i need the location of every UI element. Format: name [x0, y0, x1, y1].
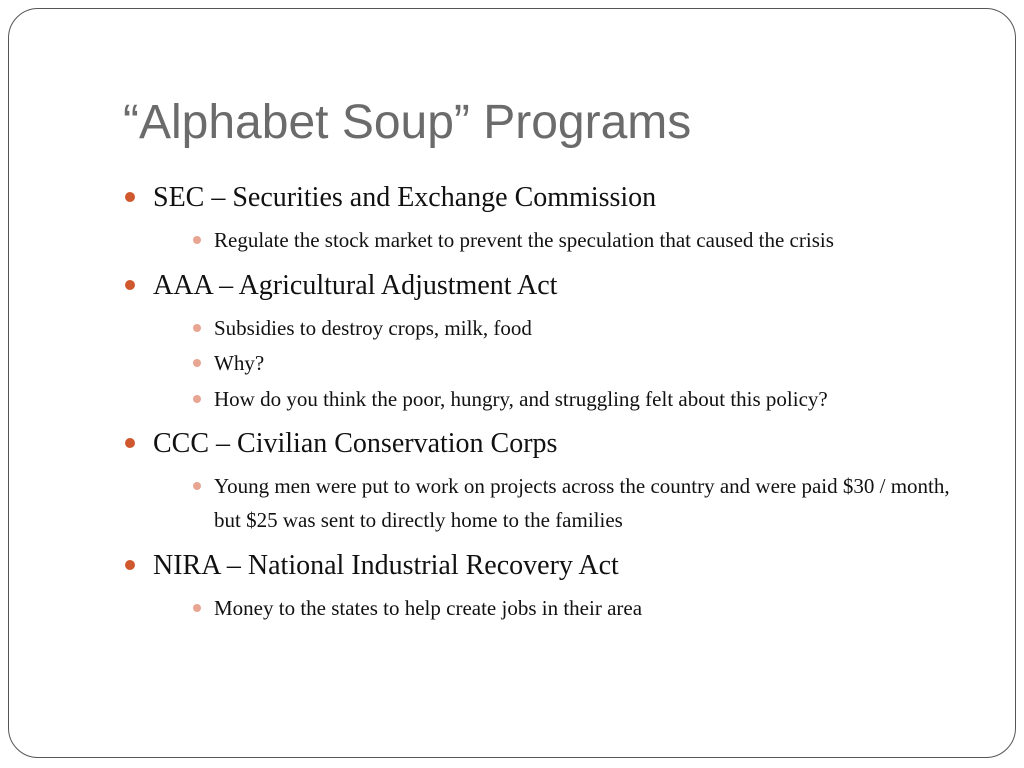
- sub-bullet-text: Money to the states to help create jobs in their area: [214, 595, 643, 620]
- slide-frame: [8, 8, 1016, 758]
- bullet-dot-icon: [125, 280, 135, 290]
- slide-title: “Alphabet Soup” Programs: [123, 96, 692, 149]
- sub-bullet-dot-icon: [193, 324, 201, 332]
- sub-bullet: [123, 592, 959, 626]
- sub-bullet-dot-icon: [193, 604, 201, 612]
- sub-bullet-text: Subsidies to destroy crops, milk, food: [214, 315, 532, 340]
- sub-bullet: [123, 383, 1014, 417]
- sub-bullet-text: Young men were put to work on projects across the country and were paid $30 / month, but $25 was sent to directly home to the families: [214, 474, 950, 532]
- bullet-text: NIRA – National Industrial Recovery Act: [153, 549, 619, 581]
- sub-bullet: [123, 312, 959, 346]
- bullet-text: SEC – Securities and Exchange Commission: [153, 182, 657, 213]
- bullet-nira: [123, 548, 983, 583]
- sub-bullet-dot-icon: [193, 359, 201, 367]
- sub-bullet-dot-icon: [193, 236, 201, 244]
- sub-bullet-text: Regulate the stock market to prevent the speculation that caused the crisis: [214, 228, 834, 252]
- bullet-ccc: [123, 426, 983, 461]
- bullet-aaa: [123, 268, 983, 303]
- sub-bullet-dot-icon: [193, 482, 201, 490]
- bullet-dot-icon: [125, 560, 135, 570]
- slide-content: [123, 180, 983, 635]
- bullet-sec: [123, 180, 983, 215]
- bullet-dot-icon: [125, 192, 135, 202]
- sub-bullet-text: How do you think the poor, hungry, and struggling felt about this policy?: [214, 386, 828, 411]
- sub-bullet: [123, 470, 959, 537]
- sub-bullet-text: Why?: [214, 351, 265, 376]
- bullet-dot-icon: [125, 438, 135, 448]
- sub-bullet-dot-icon: [193, 395, 201, 403]
- bullet-text: AAA – Agricultural Adjustment Act: [153, 269, 558, 301]
- sub-bullet: [123, 224, 959, 258]
- sub-bullet: [123, 347, 959, 381]
- bullet-text: CCC – Civilian Conservation Corps: [153, 428, 558, 460]
